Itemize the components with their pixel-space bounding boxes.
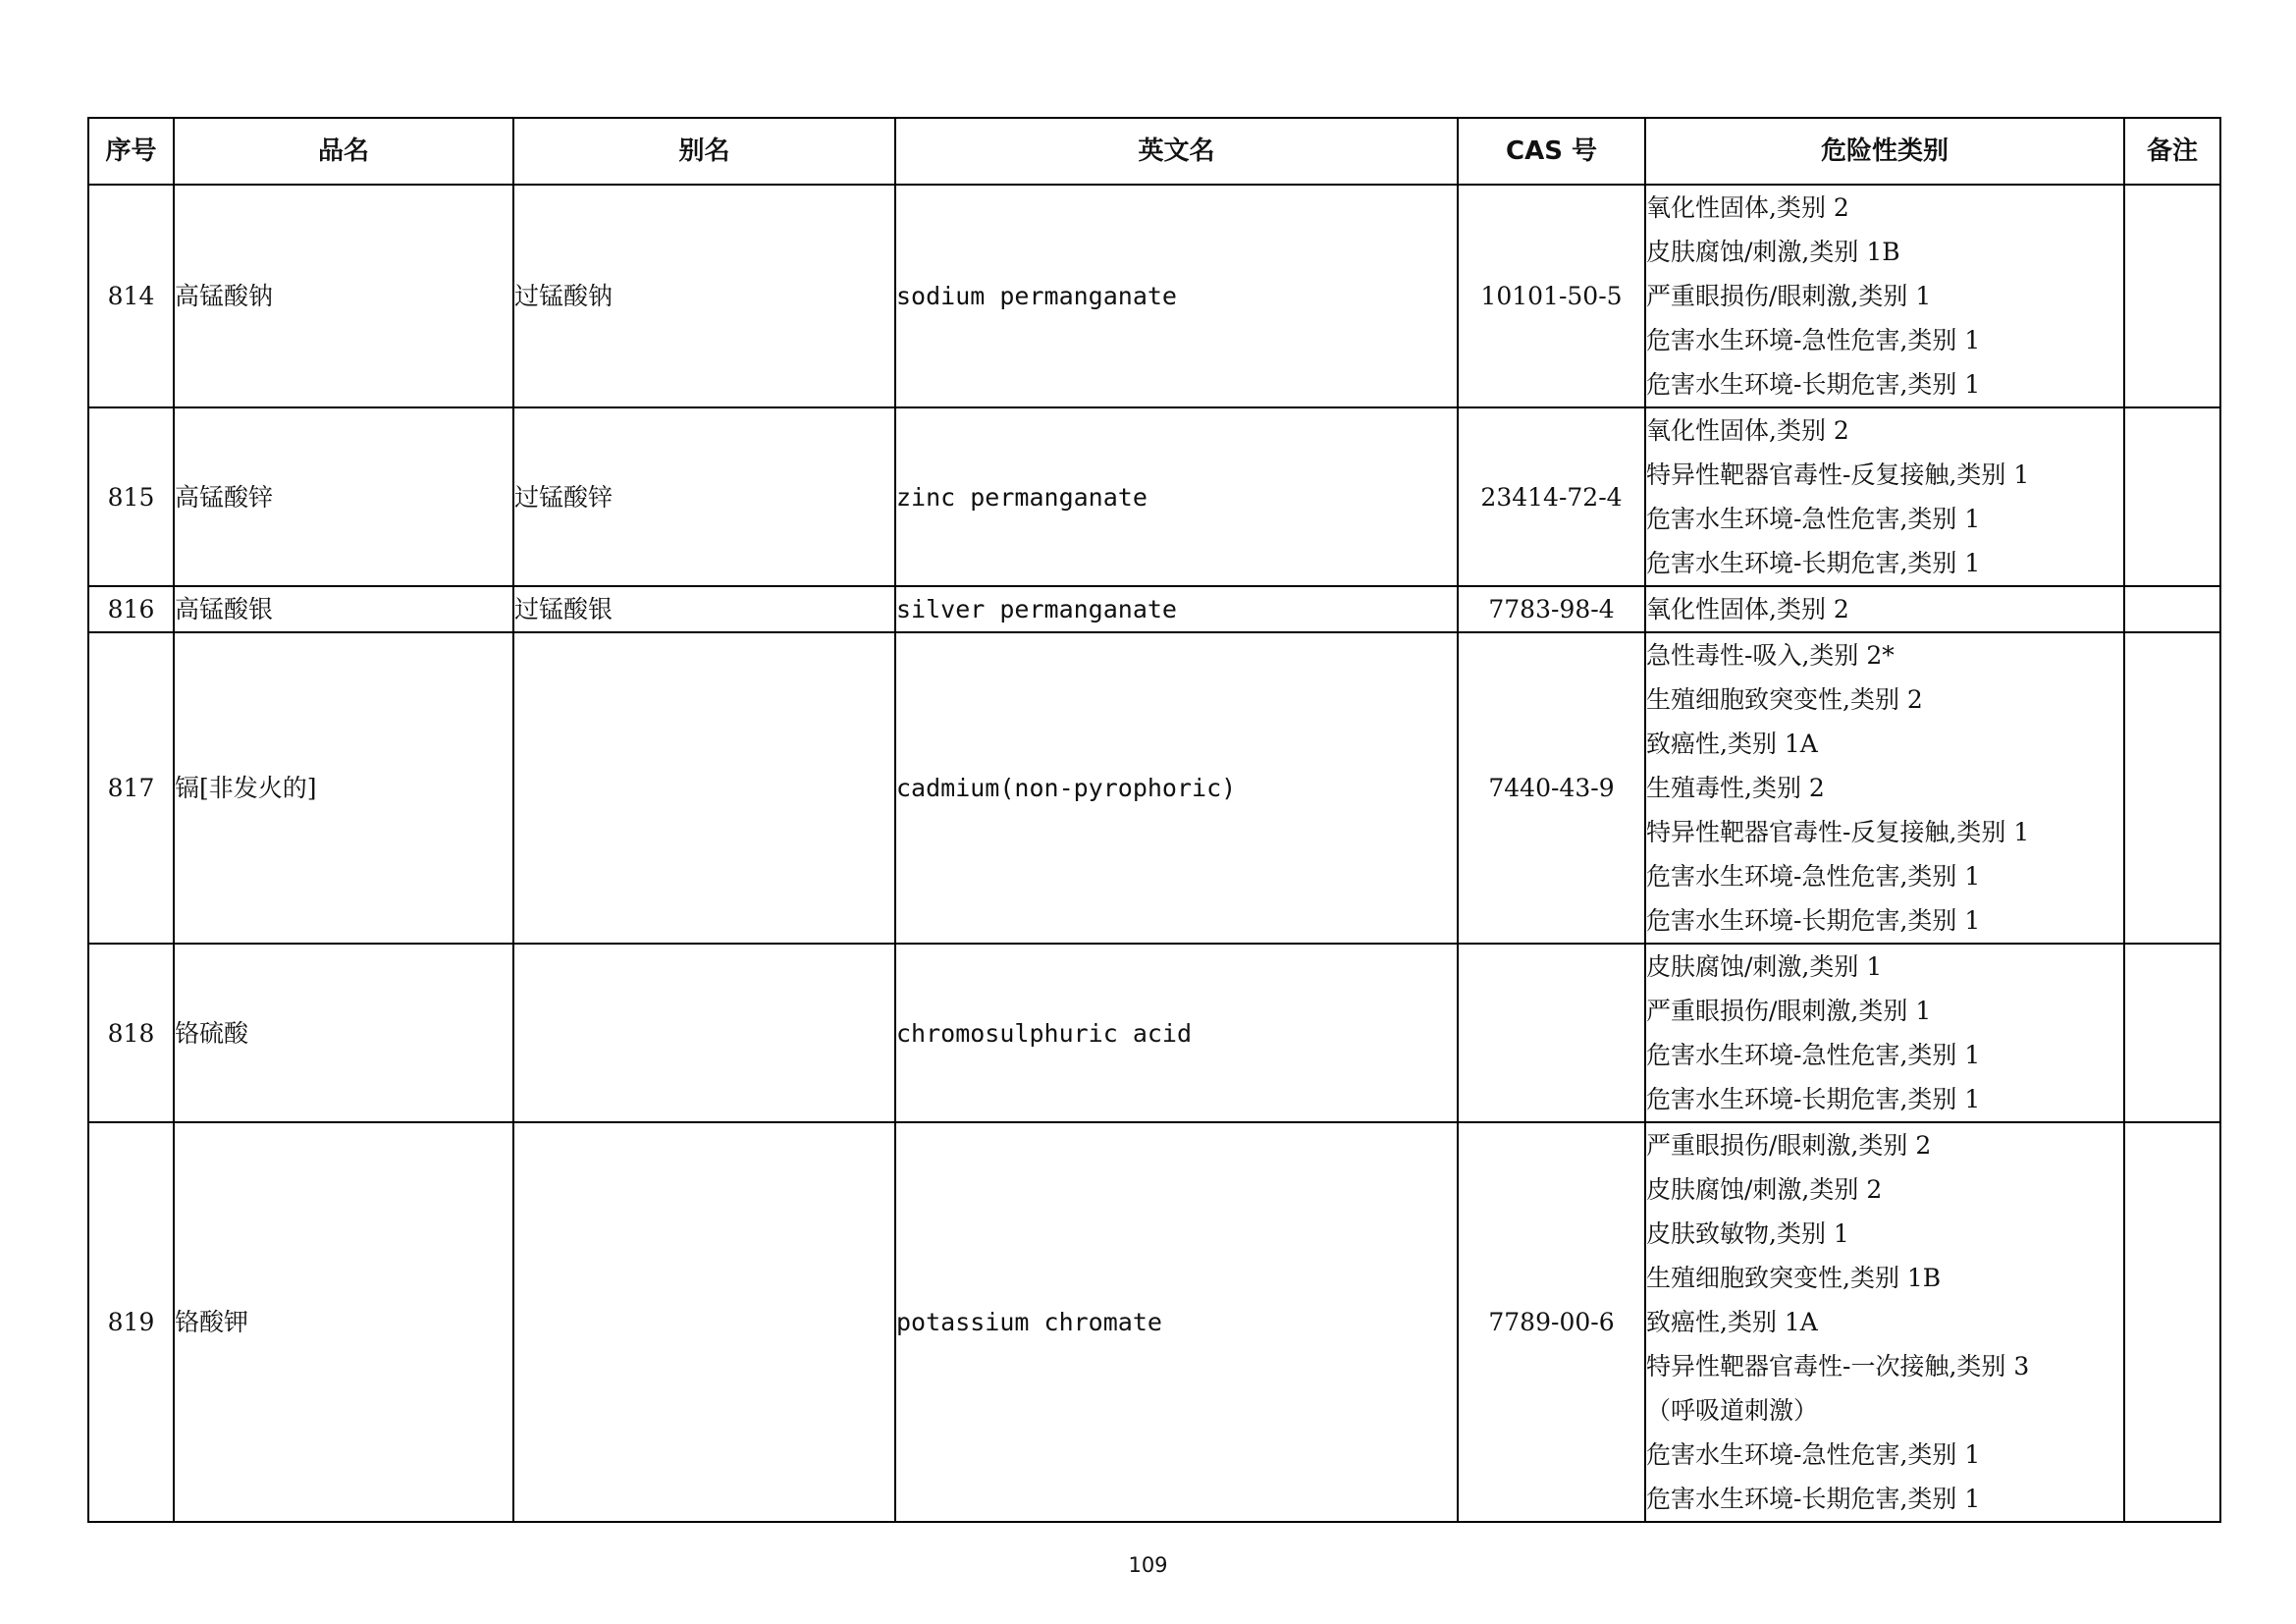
hazard-line: 危害水生环境-长期危害,类别 1 — [1646, 1085, 1981, 1113]
hazard-line: 皮肤腐蚀/刺激,类别 1B — [1646, 238, 1900, 266]
table-row — [88, 407, 2220, 586]
header-hazard-class: 危险性类别 — [1645, 118, 2124, 185]
header-english-name: 英文名 — [895, 118, 1458, 185]
cell-hazard-class — [1645, 1122, 2124, 1522]
hazard-line: 特异性靶器官毒性-一次接触,类别 3 — [1646, 1352, 2030, 1380]
cell-hazard-class — [1645, 632, 2124, 944]
cell-name: 铬硫酸 — [174, 944, 513, 1122]
cell-seq: 815 — [88, 407, 174, 586]
cell-name: 镉[非发火的] — [174, 632, 513, 944]
cell-alias: 过锰酸银 — [513, 586, 895, 632]
hazard-line: 特异性靶器官毒性-反复接触,类别 1 — [1646, 818, 2030, 846]
hazard-line: 严重眼损伤/眼刺激,类别 1 — [1646, 282, 1932, 310]
header-seq: 序号 — [88, 118, 174, 185]
cell-hazard-class — [1645, 944, 2124, 1122]
cell-seq: 817 — [88, 632, 174, 944]
header-name: 品名 — [174, 118, 513, 185]
cell-seq: 814 — [88, 185, 174, 407]
hazard-line: 严重眼损伤/眼刺激,类别 1 — [1646, 997, 1932, 1025]
page-number: 109 — [1128, 1553, 1168, 1577]
cell-note — [2124, 185, 2220, 407]
cell-alias — [513, 632, 895, 944]
cell-seq: 816 — [88, 586, 174, 632]
cell-note — [2124, 407, 2220, 586]
hazard-line: 致癌性,类别 1A — [1646, 730, 1818, 758]
table-row — [88, 632, 2220, 944]
hazard-line: 皮肤腐蚀/刺激,类别 1 — [1646, 952, 1883, 981]
cell-cas: 23414-72-4 — [1458, 407, 1645, 586]
hazard-line: 危害水生环境-急性危害,类别 1 — [1646, 505, 1981, 533]
hazard-line: 危害水生环境-长期危害,类别 1 — [1646, 549, 1981, 577]
cell-name: 高锰酸钠 — [174, 185, 513, 407]
cell-english-name: chromosulphuric acid — [895, 944, 1458, 1122]
table-row — [88, 1122, 2220, 1522]
cell-english-name: cadmium(non-pyrophoric) — [895, 632, 1458, 944]
hazard-line: 危害水生环境-长期危害,类别 1 — [1646, 906, 1981, 935]
cell-english-name: sodium permanganate — [895, 185, 1458, 407]
hazard-line: 严重眼损伤/眼刺激,类别 2 — [1646, 1131, 1932, 1160]
cell-note — [2124, 632, 2220, 944]
cell-cas: 10101-50-5 — [1458, 185, 1645, 407]
hazardous-chemicals-table — [87, 117, 2221, 1523]
cell-hazard-class — [1645, 586, 2124, 632]
cell-hazard-class — [1645, 185, 2124, 407]
cell-english-name: silver permanganate — [895, 586, 1458, 632]
hazard-line: 皮肤腐蚀/刺激,类别 2 — [1646, 1175, 1883, 1204]
hazard-line: 危害水生环境-急性危害,类别 1 — [1646, 326, 1981, 354]
cell-note — [2124, 586, 2220, 632]
cell-alias: 过锰酸钠 — [513, 185, 895, 407]
header-cas: CAS 号 — [1458, 118, 1645, 185]
cell-name: 铬酸钾 — [174, 1122, 513, 1522]
hazard-line: 氧化性固体,类别 2 — [1646, 416, 1849, 445]
cell-note — [2124, 1122, 2220, 1522]
header-alias: 别名 — [513, 118, 895, 185]
hazard-line: （呼吸道刺激） — [1646, 1396, 1819, 1425]
hazard-line: 急性毒性-吸入,类别 2* — [1646, 641, 1895, 670]
cell-cas: 7783-98-4 — [1458, 586, 1645, 632]
hazard-line: 危害水生环境-长期危害,类别 1 — [1646, 1485, 1981, 1513]
cell-cas: 7789-00-6 — [1458, 1122, 1645, 1522]
cell-cas — [1458, 944, 1645, 1122]
hazard-line: 危害水生环境-急性危害,类别 1 — [1646, 1041, 1981, 1069]
hazard-line: 生殖毒性,类别 2 — [1646, 774, 1825, 802]
cell-seq: 819 — [88, 1122, 174, 1522]
hazard-line: 特异性靶器官毒性-反复接触,类别 1 — [1646, 460, 2030, 489]
hazard-line: 危害水生环境-长期危害,类别 1 — [1646, 370, 1981, 399]
table-row — [88, 185, 2220, 407]
cell-cas: 7440-43-9 — [1458, 632, 1645, 944]
cell-alias — [513, 1122, 895, 1522]
hazard-line: 皮肤致敏物,类别 1 — [1646, 1219, 1849, 1248]
hazard-line: 氧化性固体,类别 2 — [1646, 193, 1849, 222]
cell-name: 高锰酸银 — [174, 586, 513, 632]
cell-alias: 过锰酸锌 — [513, 407, 895, 586]
hazard-line: 危害水生环境-急性危害,类别 1 — [1646, 1440, 1981, 1469]
hazard-line: 生殖细胞致突变性,类别 1B — [1646, 1264, 1942, 1292]
cell-english-name: potassium chromate — [895, 1122, 1458, 1522]
cell-name: 高锰酸锌 — [174, 407, 513, 586]
cell-alias — [513, 944, 895, 1122]
hazard-line: 危害水生环境-急性危害,类别 1 — [1646, 862, 1981, 891]
cell-english-name: zinc permanganate — [895, 407, 1458, 586]
cell-seq: 818 — [88, 944, 174, 1122]
cell-note — [2124, 944, 2220, 1122]
table-row — [88, 944, 2220, 1122]
header-note: 备注 — [2124, 118, 2220, 185]
hazard-line: 氧化性固体,类别 2 — [1646, 595, 1849, 623]
hazard-line: 生殖细胞致突变性,类别 2 — [1646, 685, 1923, 714]
cell-hazard-class — [1645, 407, 2124, 586]
table-header-row — [88, 118, 2220, 185]
hazard-line: 致癌性,类别 1A — [1646, 1308, 1818, 1336]
table-row — [88, 586, 2220, 632]
